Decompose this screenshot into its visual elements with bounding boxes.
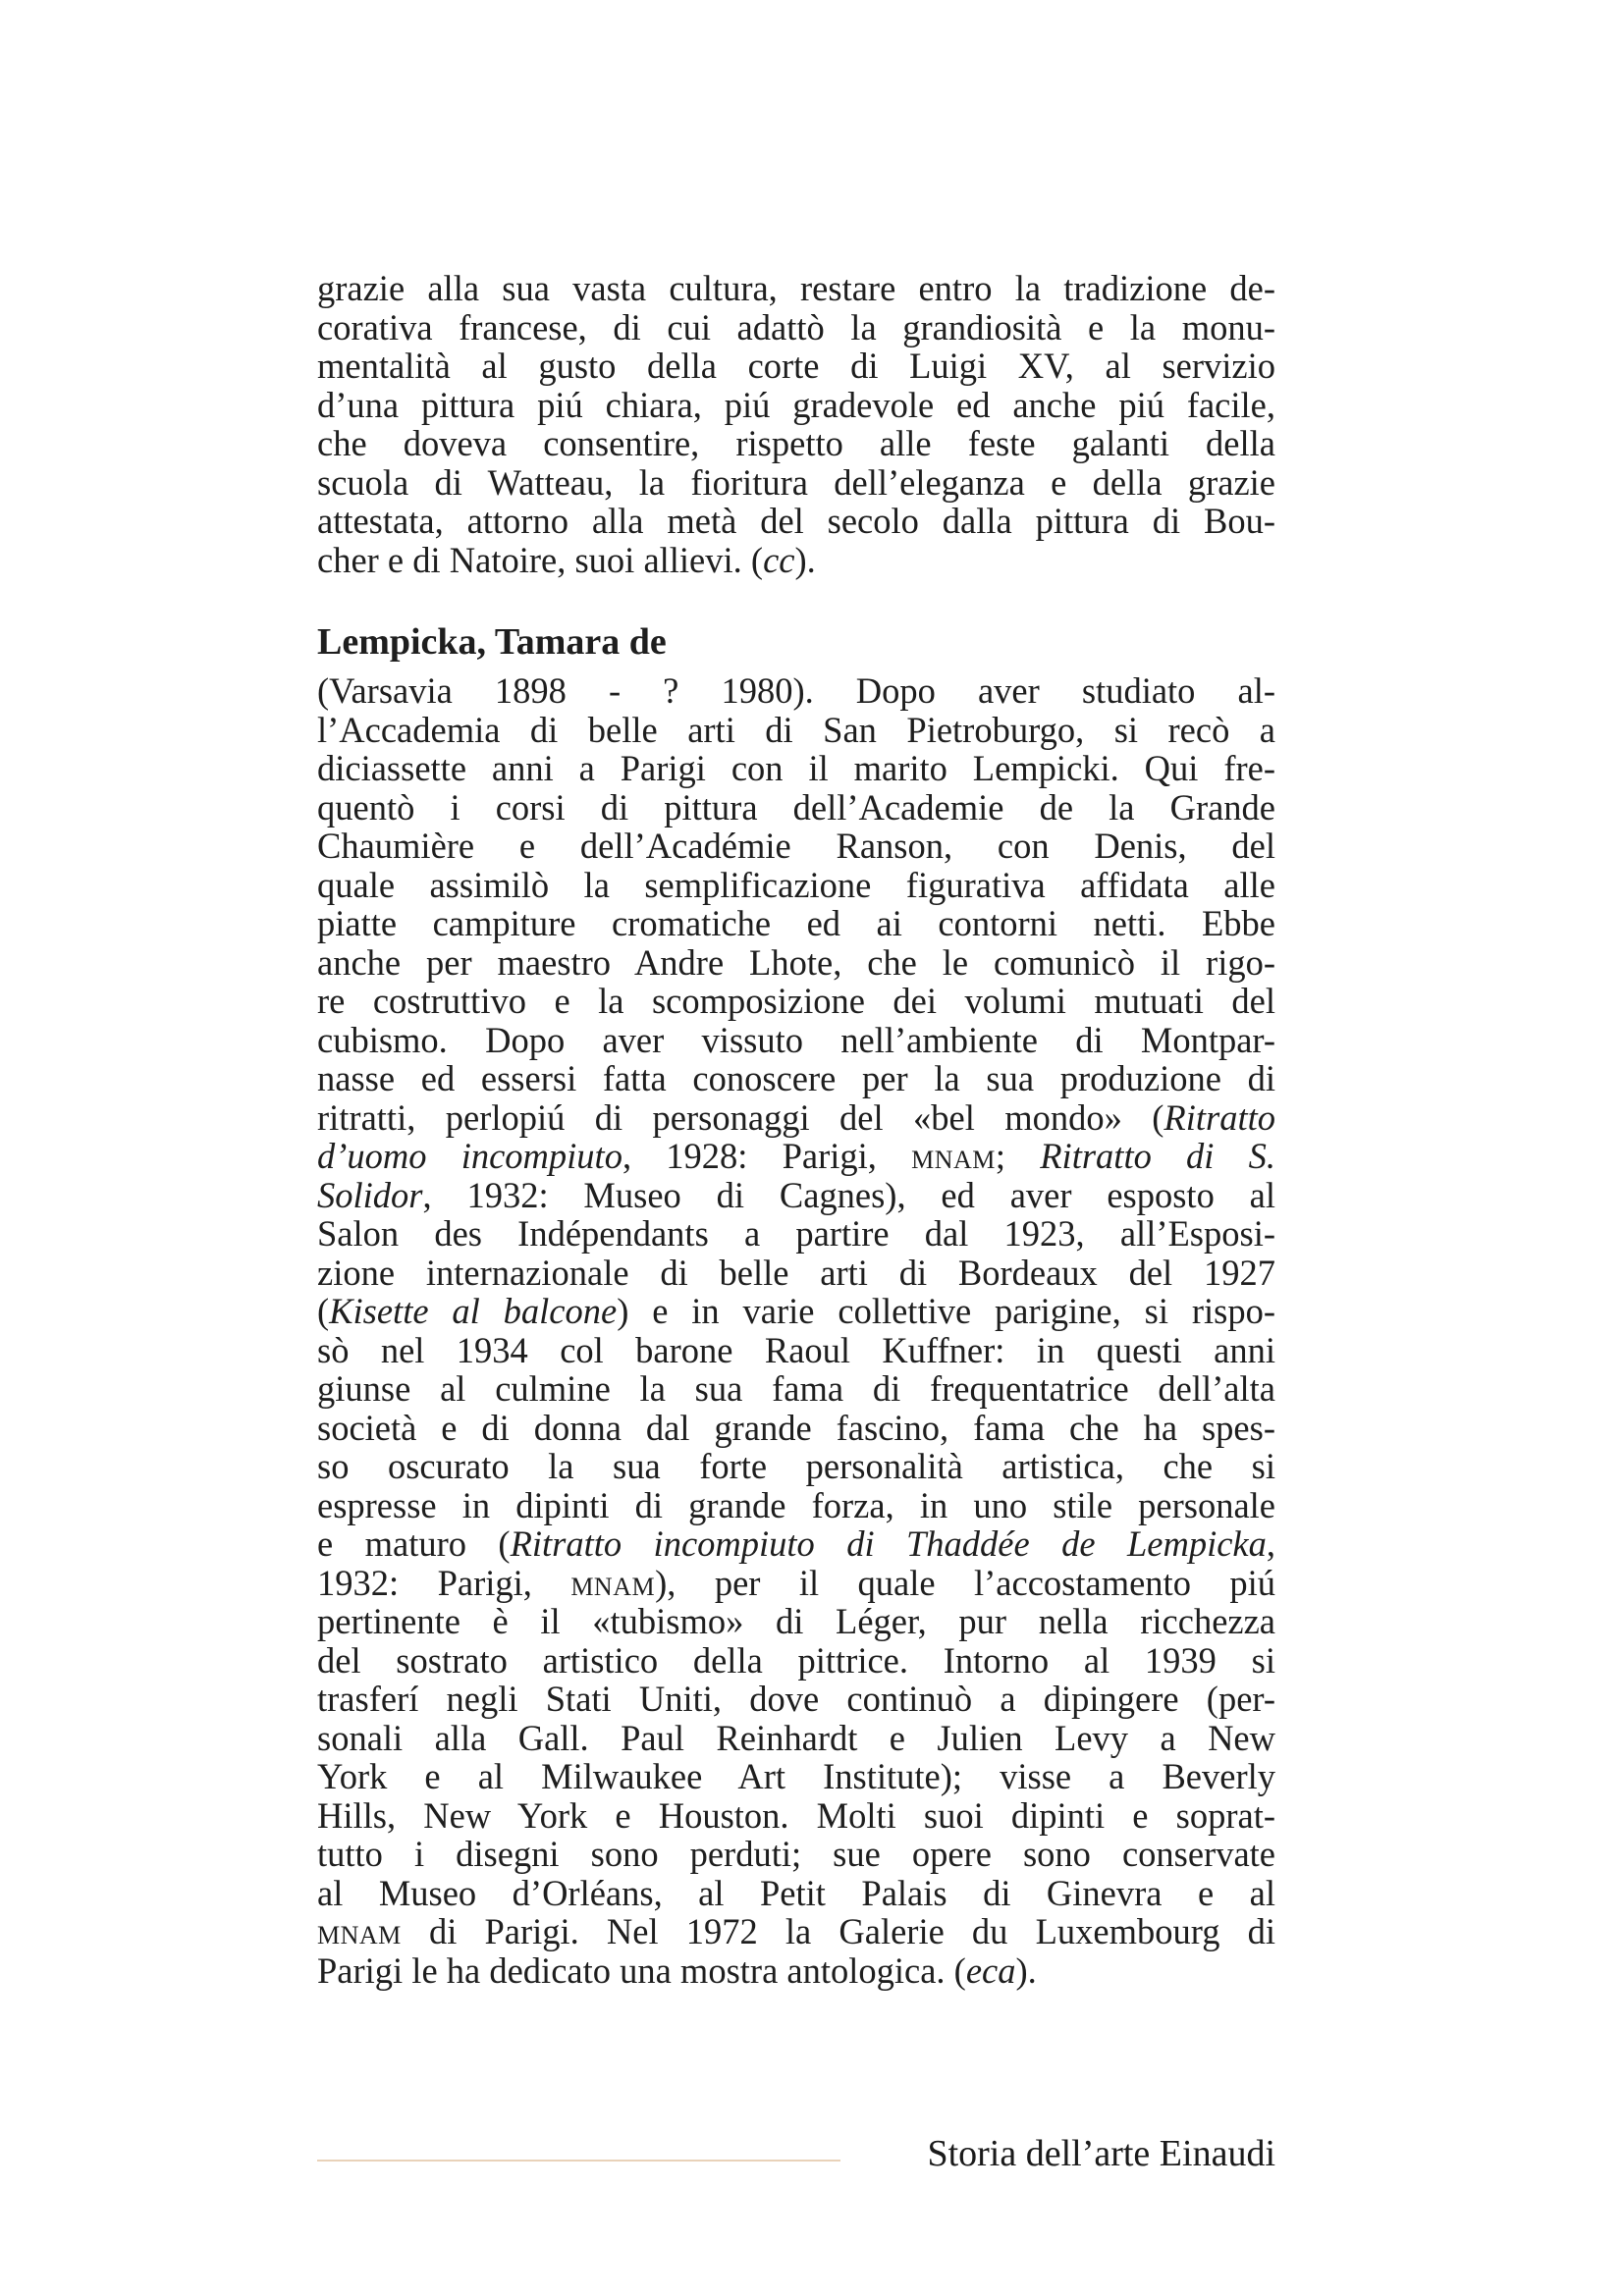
text-line: società e di donna dal grande fascino, fama che ha spes- — [317, 1407, 1275, 1448]
text-line: anche per maestro Andre Lhote, che le comunicò il rigo- — [317, 941, 1275, 983]
page-footer — [317, 2130, 1275, 2177]
text-line: sò nel 1934 col barone Raoul Kuffner: in questi anni — [317, 1329, 1275, 1370]
text-line — [317, 1137, 1275, 1176]
text-line: re costruttivo e la scomposizione dei volumi mutuati del — [317, 981, 1275, 1021]
text-line: piatte campiture cromatiche ed ai contorni netti. Ebbe — [317, 903, 1275, 943]
text-line: Salon des Indépendants a partire dal 1923, all’Esposi- — [317, 1213, 1275, 1254]
text-run: , — [1266, 1523, 1275, 1564]
text-line: espresse in dipinti di grande forza, in uno stile personale — [317, 1484, 1275, 1525]
text-run: , 1928: Parigi, — [622, 1136, 912, 1176]
text-line: quale assimilò la semplificazione figurativa affidata alle — [317, 864, 1275, 905]
text-line: so oscurato la sua forte personalità artistica, che si — [317, 1446, 1275, 1486]
text-line: al Museo d’Orléans, al Petit Palais di Ginevra e al — [317, 1872, 1275, 1913]
museum-abbreviation: mnam — [570, 1562, 656, 1603]
author-sigla: eca — [965, 1949, 1016, 1991]
text-line: d’una pittura piú chiara, piú gradevole ed anche piú facile, — [317, 384, 1275, 425]
entry-heading: Lempicka, Tamara de — [317, 621, 667, 663]
text-line — [317, 1524, 1275, 1564]
text-line — [317, 1098, 1275, 1138]
text-line: Chaumière e dell’Académie Ranson, con Denis, del — [317, 826, 1275, 866]
text-run: ), per il quale l’accostamento piú — [655, 1562, 1276, 1603]
text-line: York e al Milwaukee Art Institute); visse a Beverly — [317, 1756, 1275, 1796]
text-line: cubismo. Dopo aver vissuto nell’ambiente di Montpar- — [317, 1019, 1275, 1060]
footer-rule — [317, 2160, 840, 2162]
text-line — [317, 1564, 1275, 1603]
text-run: ). — [1015, 1949, 1037, 1991]
museum-abbreviation: mnam — [317, 1911, 402, 1951]
text-column — [317, 269, 1275, 1990]
text-line: pertinente è il «tubismo» di Léger, pur nella ricchezza — [317, 1601, 1275, 1641]
text-line: diciassette anni a Parigi con il marito Lempicki. Qui fre- — [317, 748, 1275, 788]
text-line: Hills, New York e Houston. Molti suoi dipinti e soprat- — [317, 1794, 1275, 1836]
text-line: attestata, attorno alla metà del secolo dalla pittura di Bou- — [317, 501, 1275, 541]
footer-title: Storia dell’arte Einaudi — [927, 2133, 1275, 2174]
text-line — [317, 1292, 1275, 1331]
text-run: e maturo ( — [317, 1523, 511, 1564]
author-sigla: cc — [763, 539, 795, 580]
text-run: cher e di Natoire, suoi allievi. ( — [317, 539, 764, 580]
text-run: 1932: Parigi, — [317, 1562, 571, 1603]
text-line: del sostrato artistico della pittrice. Intorno al 1939 si — [317, 1639, 1275, 1681]
artwork-title: Ritratto — [1163, 1096, 1275, 1138]
text-line: sonali alla Gall. Paul Reinhardt e Julien Levy a New — [317, 1717, 1275, 1758]
intro-paragraph — [317, 269, 1275, 579]
text-line — [317, 1912, 1275, 1951]
text-line: quentò i corsi di pittura dell’Academie de la Grande — [317, 786, 1275, 828]
text-line — [317, 1951, 1275, 1991]
text-run: ). — [794, 539, 816, 580]
text-line: l’Accademia di belle arti di San Pietroburgo, si recò a — [317, 709, 1275, 750]
text-run: ) e in varie collettive parigine, si rispo- — [617, 1291, 1275, 1331]
text-line: tutto i disegni sono perduti; sue opere sono conservate — [317, 1834, 1275, 1874]
artwork-title: Kisette al balcone — [329, 1291, 618, 1331]
text-run: , 1932: Museo di Cagnes), ed aver esposto al — [422, 1174, 1275, 1215]
text-line: trasferí negli Stati Uniti, dove continuò a dipingere (per- — [317, 1679, 1275, 1719]
artwork-title: Solidor — [317, 1174, 423, 1215]
text-line: mentalità al gusto della corte di Luigi XV, al servizio — [317, 346, 1275, 386]
museum-abbreviation: mnam — [911, 1136, 996, 1176]
artwork-title: Ritratto di S. — [1040, 1136, 1275, 1176]
text-run: ; — [995, 1136, 1041, 1176]
text-line: corativa francese, di cui adattò la grandiosità e la monu- — [317, 306, 1275, 347]
text-line: scuola di Watteau, la fioritura dell’eleganza e della grazie — [317, 461, 1275, 503]
text-run: di Parigi. Nel 1972 la Galerie du Luxembourg di — [401, 1911, 1275, 1951]
text-line: zione internazionale di belle arti di Bordeaux del 1927 — [317, 1252, 1275, 1293]
text-line — [317, 541, 1275, 580]
text-line: che doveva consentire, rispetto alle feste galanti della — [317, 423, 1275, 463]
text-line: nasse ed essersi fatta conoscere per la sua produzione di — [317, 1058, 1275, 1098]
entry-body — [317, 671, 1275, 1990]
text-line: (Varsavia 1898 - ? 1980). Dopo aver studiato al- — [317, 670, 1275, 711]
artwork-title: d’uomo incompiuto — [317, 1136, 622, 1176]
text-run: ( — [317, 1291, 330, 1331]
text-line: giunse al culmine la sua fama di frequentatrice dell’alta — [317, 1368, 1275, 1409]
text-line: grazie alla sua vasta cultura, restare entro la tradizione de- — [317, 268, 1275, 308]
text-line — [317, 1176, 1275, 1215]
text-run: ritratti, perlopiú di personaggi del «bel mondo» ( — [317, 1096, 1164, 1138]
artwork-title: Ritratto incompiuto di Thaddée de Lempicka — [510, 1523, 1267, 1564]
text-run: Parigi le ha dedicato una mostra antologica. ( — [317, 1949, 966, 1991]
